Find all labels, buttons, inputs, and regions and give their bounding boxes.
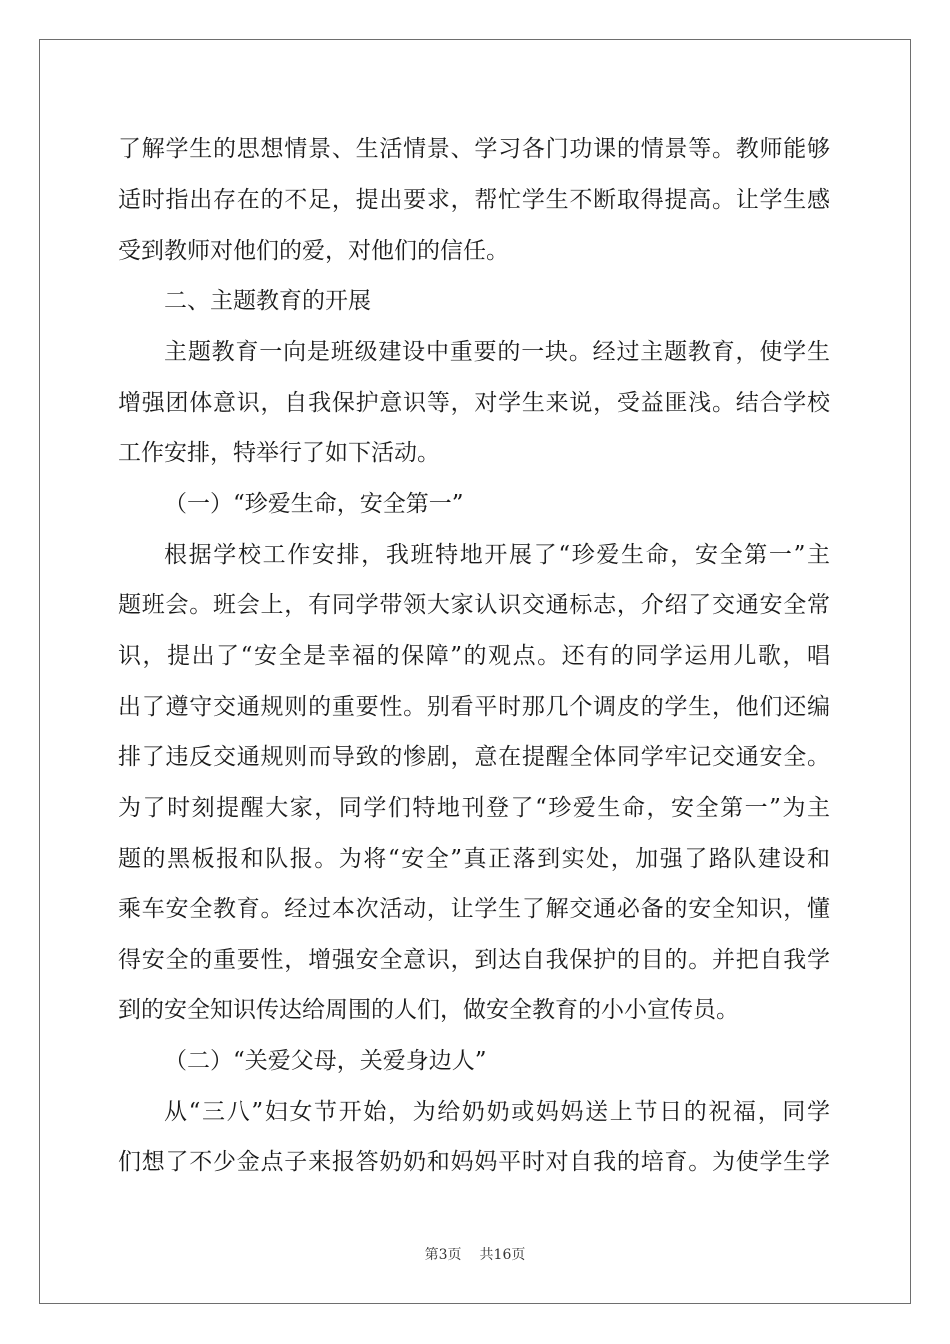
text-line: 题的黑板报和队报。为将“安全”真正落到实处，加强了路队建设和 — [118, 846, 830, 872]
text-line: 工作安排，特举行了如下活动。 — [118, 440, 440, 466]
text-line: 根据学校工作安排，我班特地开展了“珍爱生命，安全第一”主 — [164, 542, 830, 568]
text-line: 识，提出了“安全是幸福的保障”的观点。还有的同学运用儿歌，唱 — [118, 643, 830, 669]
page-footer — [0, 1246, 950, 1264]
subsection-heading: （二）“关爱父母，关爱身边人” — [164, 1048, 487, 1074]
text-line: 们想了不少金点子来报答奶奶和妈妈平时对自我的培育。为使学生学 — [118, 1149, 830, 1175]
text-line: 出了遵守交通规则的重要性。别看平时那几个调皮的学生，他们还编 — [118, 694, 830, 720]
page-number: 第3页 — [424, 1247, 462, 1263]
text-line: 适时指出存在的不足，提出要求，帮忙学生不断取得提高。让学生感 — [118, 187, 830, 213]
text-line: 为了时刻提醒大家，同学们特地刊登了“珍爱生命，安全第一”为主 — [118, 795, 830, 821]
text-line: 主题教育一向是班级建设中重要的一块。经过主题教育，使学生 — [164, 339, 830, 365]
text-line: 乘车安全教育。经过本次活动，让学生了解交通必备的安全知识，懂 — [118, 896, 830, 922]
subsection-heading: （一）“珍爱生命，安全第一” — [164, 491, 464, 517]
text-line: 从“三八”妇女节开始，为给奶奶或妈妈送上节日的祝福，同学 — [164, 1099, 830, 1125]
text-line: 了解学生的思想情景、生活情景、学习各门功课的情景等。教师能够 — [118, 136, 830, 162]
text-line: 到的安全知识传达给周围的人们，做安全教育的小小宣传员。 — [118, 997, 739, 1023]
text-line: 增强团体意识，自我保护意识等，对学生来说，受益匪浅。结合学校 — [118, 390, 830, 416]
text-line: 得安全的重要性，增强安全意识，到达自我保护的目的。并把自我学 — [118, 947, 830, 973]
section-heading: 二、主题教育的开展 — [164, 288, 371, 314]
page-total: 共16页 — [479, 1247, 526, 1263]
text-line: 排了违反交通规则而导致的惨剧，意在提醒全体同学牢记交通安全。 — [118, 744, 830, 770]
text-line: 题班会。班会上，有同学带领大家认识交通标志，介绍了交通安全常 — [118, 592, 830, 618]
text-line: 受到教师对他们的爱，对他们的信任。 — [118, 238, 509, 264]
